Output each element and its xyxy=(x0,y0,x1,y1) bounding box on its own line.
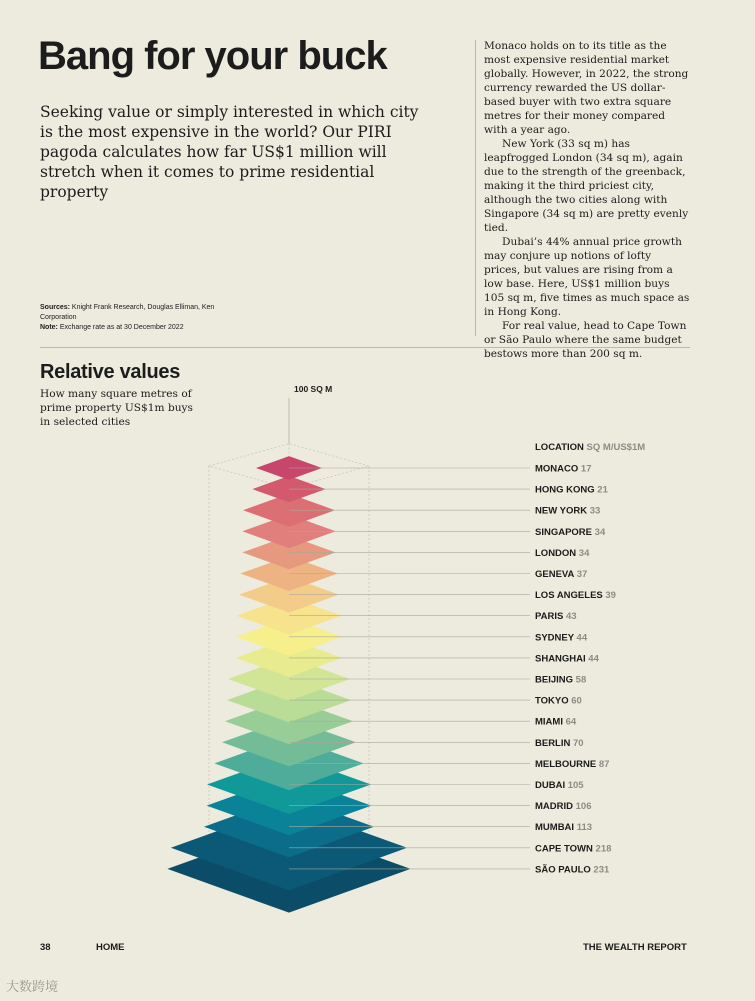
city-label xyxy=(535,738,584,749)
sources-label: Sources: xyxy=(40,304,70,311)
city-value: 231 xyxy=(590,864,610,876)
city-label xyxy=(535,843,611,854)
city-label xyxy=(535,696,582,707)
city-value: 70 xyxy=(570,737,584,749)
city-value: 39 xyxy=(602,590,616,602)
city-label xyxy=(535,759,609,770)
legend-header xyxy=(535,442,645,453)
city-value: 44 xyxy=(585,653,599,665)
city-value: 34 xyxy=(592,526,606,538)
legend-header-location: LOCATION xyxy=(535,442,584,453)
pagoda-slabs xyxy=(167,456,410,913)
city-name: MIAMI xyxy=(535,716,563,728)
city-name: MADRID xyxy=(535,801,573,813)
body-paragraph: Monaco holds on to its title as the most expensive residential market globally. However, in 2022, the strong currency rewarded the US dollar-based buyer with two extra square metres for their money compared with a year ago. xyxy=(484,40,689,136)
city-label xyxy=(535,822,592,833)
city-name: DUBAI xyxy=(535,780,566,791)
reference-label: 100 SQ M xyxy=(294,384,333,394)
chart-subtitle: How many square metres of prime property US$1m buys in selected cities xyxy=(40,388,193,428)
standfirst: Seeking value or simply interested in which city is the most expensive in the world? Our PIRI pagoda calculates how far US$1 million will stretch when it comes to prime residential property xyxy=(40,103,419,201)
city-label xyxy=(535,611,577,622)
city-name: HONG KONG xyxy=(535,484,595,496)
footer-publication: THE WEALTH REPORT xyxy=(583,942,687,953)
city-value: 44 xyxy=(573,632,588,644)
city-name: CAPE TOWN xyxy=(535,843,593,855)
sources-text: Knight Frank Research, Douglas Elliman, Ken Corporation xyxy=(40,304,215,321)
chart-title: Relative values xyxy=(40,361,181,383)
city-value: 64 xyxy=(562,716,577,728)
city-name: SYDNEY xyxy=(535,632,574,644)
city-name: SÃO PAULO xyxy=(535,864,591,876)
city-value: 43 xyxy=(563,611,577,623)
note-text: Exchange rate as at 30 December 2022 xyxy=(59,324,184,331)
city-label xyxy=(535,464,592,475)
city-value: 87 xyxy=(596,758,610,770)
city-name: PARIS xyxy=(535,611,564,623)
city-name: LOS ANGELES xyxy=(535,590,603,602)
city-label xyxy=(535,590,616,601)
watermark: 大数跨境 xyxy=(6,979,59,994)
city-label xyxy=(535,569,587,580)
city-name: LONDON xyxy=(535,547,577,559)
note-label: Note: xyxy=(40,324,58,331)
city-value: 17 xyxy=(578,463,592,475)
city-label xyxy=(535,864,610,875)
city-name: BERLIN xyxy=(535,737,571,749)
city-label xyxy=(535,506,600,517)
city-value: 37 xyxy=(574,569,588,580)
city-value: 33 xyxy=(587,505,601,517)
city-label xyxy=(535,801,592,812)
city-value: 21 xyxy=(594,484,608,496)
city-name: TOKYO xyxy=(535,695,569,707)
body-paragraph: For real value, head to Cape Town or São Paulo where the same budget bestows more than 200 sq m. xyxy=(484,320,687,360)
page-number: 38 xyxy=(40,942,51,953)
city-value: 218 xyxy=(592,843,612,855)
body-paragraph: Dubai’s 44% annual price growth may conjure up notions of lofty prices, but values are rising from a low base. Here, US$1 million buys 105 sq m, five times as much space as in Hong Kong. xyxy=(484,236,690,318)
city-label xyxy=(535,780,584,791)
city-name: MELBOURNE xyxy=(535,758,597,770)
city-value: 106 xyxy=(573,801,592,813)
city-label xyxy=(535,632,588,643)
city-name: GENEVA xyxy=(535,569,575,580)
city-value: 113 xyxy=(574,822,593,834)
city-name: SINGAPORE xyxy=(535,526,593,538)
city-value: 58 xyxy=(573,674,587,686)
city-value: 60 xyxy=(568,695,582,707)
city-name: MUMBAI xyxy=(535,822,575,834)
city-label xyxy=(535,527,606,538)
city-name: MONACO xyxy=(535,463,579,475)
city-label xyxy=(535,485,609,496)
city-label xyxy=(535,675,586,686)
city-name: SHANGHAI xyxy=(535,653,586,665)
headline: Bang for your buck xyxy=(38,34,387,78)
legend-header-unit: SQ M/US$1M xyxy=(586,442,646,453)
footer-section: HOME xyxy=(96,942,125,953)
city-value: 105 xyxy=(565,780,584,791)
city-label xyxy=(535,717,577,728)
city-label xyxy=(535,548,590,559)
body-paragraph: New York (33 sq m) has leapfrogged London (34 sq m), again due to the strength of the greenback, making it the third priciest city, although the two cities along with Singapore (34 sq m) are pretty evenly tied. xyxy=(484,138,689,234)
city-label xyxy=(535,653,600,664)
city-name: NEW YORK xyxy=(535,505,588,517)
city-name: BEIJING xyxy=(535,674,574,686)
city-value: 34 xyxy=(576,547,590,559)
